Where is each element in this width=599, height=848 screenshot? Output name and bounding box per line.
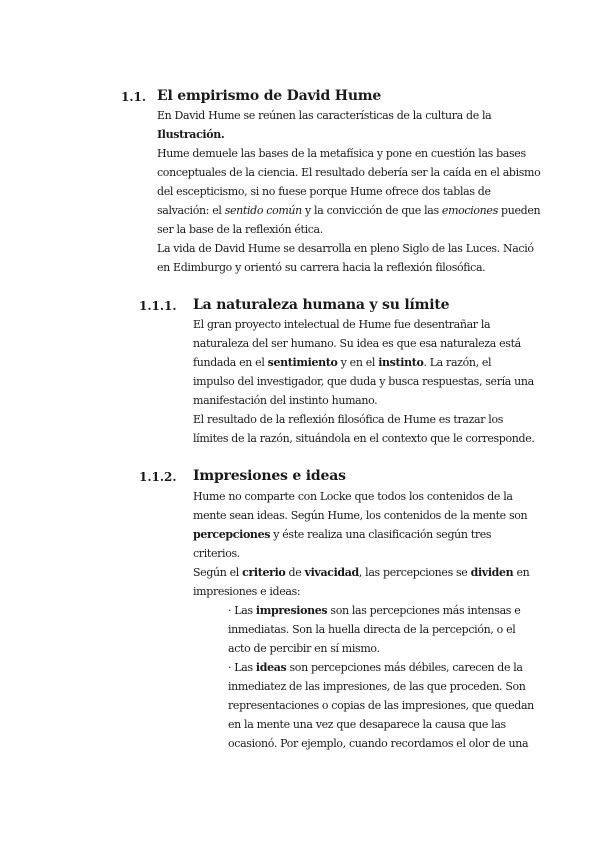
paragraph-line: En David Hume se reúnen las características de la cultura de la — [157, 109, 492, 122]
paragraph-line: impresiones e ideas: — [193, 585, 301, 598]
paragraph-line — [193, 566, 529, 579]
paragraph-line: mente sean ideas. Según Hume, los contenidos de la mente son — [193, 509, 528, 522]
section-1-1-title: El empirismo de David Hume — [157, 88, 382, 104]
bold-term: ideas — [255, 661, 287, 674]
paragraph-line: impulso del investigador, que duda y busca respuestas, sería una — [193, 375, 534, 388]
text-run: y la convicción de que las — [301, 204, 442, 217]
text-run: fundada en el — [193, 356, 268, 369]
paragraph-line: criterios. — [193, 547, 240, 560]
text-run: y éste realiza una clasificación según tres — [270, 528, 492, 541]
text-run: en — [513, 566, 530, 579]
paragraph-line: El gran proyecto intelectual de Hume fue desentrañar la — [193, 318, 491, 331]
paragraph-line: Hume no comparte con Locke que todos los contenidos de la — [193, 490, 513, 503]
italic-term: emociones — [441, 204, 498, 217]
bold-term: impresiones — [255, 604, 328, 617]
paragraph-line: Hume demuele las bases de la metafísica y pone en cuestión las bases — [157, 147, 526, 160]
text-run: de — [285, 566, 305, 579]
paragraph-line: La vida de David Hume se desarrolla en pleno Siglo de las Luces. Nació — [157, 242, 534, 255]
bold-term: vivacidad — [304, 566, 359, 579]
text-run: Según el — [193, 566, 243, 579]
text-run: · Las — [228, 604, 256, 617]
paragraph-line: naturaleza del ser humano. Su idea es que esa naturaleza está — [193, 337, 521, 350]
bold-term: dividen — [470, 566, 514, 579]
bullet-line: representaciones o copias de las impresiones, que quedan — [228, 699, 534, 712]
bold-term: sentimiento — [267, 356, 338, 369]
section-1-1-1-number: 1.1.1. — [139, 299, 177, 313]
paragraph-line — [193, 356, 491, 369]
bold-term: Ilustración. — [157, 128, 225, 141]
paragraph-line: límites de la razón, situándola en el contexto que le corresponde. — [193, 432, 535, 445]
section-1-1-1-title: La naturaleza humana y su límite — [193, 297, 450, 313]
text-run: · Las — [228, 661, 256, 674]
text-run: . La razón, el — [423, 356, 492, 369]
paragraph-line: conceptuales de la ciencia. El resultado debería ser la caída en el abismo — [157, 166, 541, 179]
paragraph-line: ser la base de la reflexión ética. — [157, 223, 323, 236]
paragraph-line — [157, 204, 540, 217]
bullet-line: inmediatas. Son la huella directa de la percepción, o el — [228, 623, 516, 636]
bold-term: percepciones — [193, 528, 271, 541]
bullet-line: inmediatez de las impresiones, de las que proceden. Son — [228, 680, 526, 693]
paragraph-line — [193, 528, 491, 541]
paragraph-line: del escepticismo, si no fuese porque Hume ofrece dos tablas de — [157, 185, 491, 198]
paragraph-line: en Edimburgo y orientó su carrera hacia la reflexión filosófica. — [157, 261, 486, 274]
section-1-1-2-title: Impresiones e ideas — [193, 468, 346, 484]
paragraph-line: manifestación del instinto humano. — [193, 394, 378, 407]
bold-term: instinto — [378, 356, 424, 369]
text-run: y en el — [337, 356, 379, 369]
text-run: son las percepciones más intensas e — [327, 604, 521, 617]
italic-term: sentido común — [224, 204, 302, 217]
section-1-1-2-number: 1.1.2. — [139, 470, 177, 484]
bold-term: criterio — [242, 566, 286, 579]
paragraph-line: El resultado de la reflexión filosófica de Hume es trazar los — [193, 413, 504, 426]
bullet-line: ocasionó. Por ejemplo, cuando recordamos el olor de una — [228, 737, 529, 750]
text-run: son percepciones más débiles, carecen de la — [286, 661, 523, 674]
bullet-line: acto de percibir en sí mismo. — [228, 642, 380, 655]
paragraph-line — [157, 128, 224, 141]
bullet-line: en la mente una vez que desaparece la causa que las — [228, 718, 506, 731]
text-run: , las percepciones se — [358, 566, 471, 579]
bullet-line — [228, 604, 520, 617]
section-1-1-number: 1.1. — [121, 90, 147, 104]
bullet-line — [228, 661, 523, 674]
text-run: salvación: el — [157, 204, 225, 217]
text-run: pueden — [497, 204, 541, 217]
